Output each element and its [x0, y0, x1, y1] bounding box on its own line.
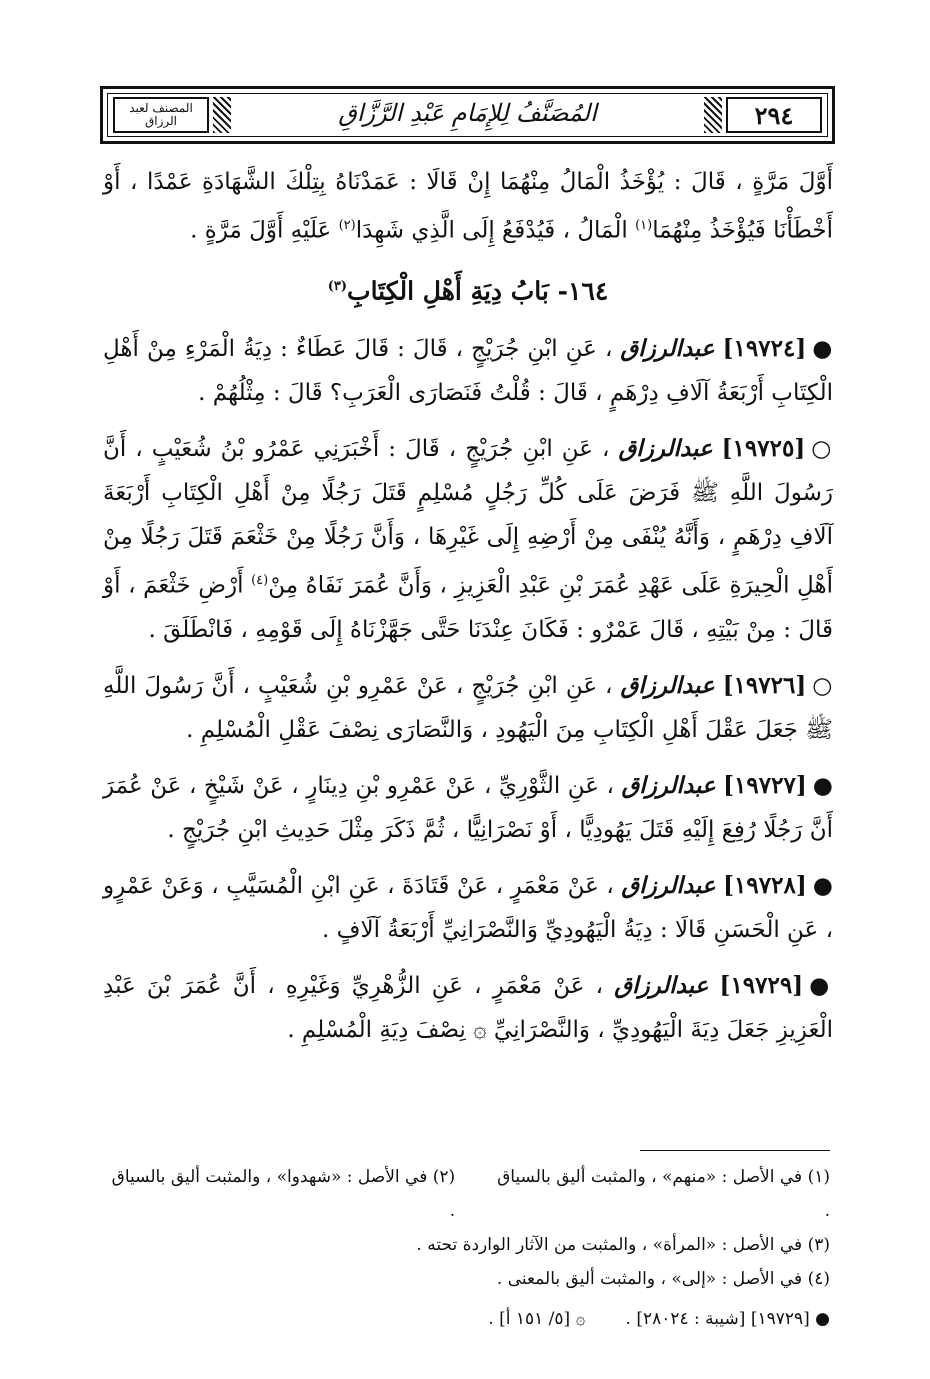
- page-header: [100, 86, 835, 144]
- book-title: المُصَنَّفُ لِلإِمَامِ عَبْدِ الرَّزَّاقِ: [338, 99, 597, 127]
- bullet-marker: ○: [812, 671, 834, 699]
- footnote-ref: (٣): [327, 278, 348, 294]
- author-name: عبدالرزاق: [621, 771, 716, 799]
- cross-reference: ● [١٩٧٢٩] [شيبة : ٢٨٠٢٤] .: [625, 1309, 830, 1329]
- hadith-entry: ●[١٩٧٢٧] عبدالرزاق ، عَنِ الثَّوْرِيِّ ، عَنْ عَمْرِو بْنِ دِينَارٍ ، عَنْ شَيْخٍ ، عَنْ عُمَرَ أَنَّ رَجُلًا رُفِعَ إِلَيْهِ قَتَلَ يَهُودِيًّا ، أَوْ نَصْرَانِيًّا ، ثُمَّ ذَكَرَ مِثْلَ حَدِيثِ ابْنِ جُرَيْجٍ .: [103, 771, 833, 843]
- entry-number: [١٩٧٢٧]: [723, 771, 807, 799]
- folio-reference: ۞ [٥/ ١٥١ أ] .: [488, 1309, 586, 1329]
- footnote-3: (٣) في الأصل : «المرأة» ، والمثبت من الآثار الواردة تحته .: [416, 1235, 830, 1255]
- page-number: ٢٩٤: [726, 97, 822, 133]
- ornament-text: المصنف لعبد الرزاق: [129, 101, 193, 128]
- footnote-1: (١) في الأصل : «منهم» ، والمثبت أليق بالسياق .: [497, 1167, 830, 1221]
- entry-number: [١٩٧٢٥]: [721, 434, 806, 462]
- entry-number: [١٩٧٢٨]: [723, 871, 807, 899]
- decorative-hatch: [213, 97, 231, 133]
- title-ornament: [113, 97, 209, 133]
- bullet-marker: ●: [812, 871, 834, 899]
- intro-paragraph: أَوَّلَ مَرَّةٍ ، قَالَ : يُؤْخَذُ الْمَالُ مِنْهُمَا إِنْ قَالَا : عَمَدْنَاهُ بِتِلْكَ الشَّهَادَةِ عَمْدًا ، أَوْ أَخْطَأْنَا فَيُؤْخَذُ مِنْهُمَا$^{(١)}$ الْمَالُ ، فَيُدْفَعُ إِلَى الَّذِي شَهِدَا$^{(٢)}$ عَلَيْهِ أَوَّلَ مَرَّةٍ .: [103, 169, 833, 244]
- bullet-marker: ●: [812, 771, 833, 799]
- entry-number: [١٩٧٢٤]: [722, 334, 807, 362]
- decorative-hatch: [704, 97, 722, 133]
- reference-row: [110, 1302, 830, 1336]
- author-name: عبدالرزاق: [618, 434, 713, 462]
- hadith-entry: ●[١٩٧٢٩] عبدالرزاق ، عَنْ مَعْمَرٍ ، عَنِ الزُّهْرِيِّ وَغَيْرِهِ ، أَنَّ عُمَرَ بْنَ عَبْدِ الْعَزِيزِ جَعَلَ دِيَةَ الْيَهُودِيِّ ، وَالنَّصْرَانِيِّ ۞ نِصْفَ دِيَةِ الْمُسْلِمِ .: [103, 971, 834, 1043]
- footnote-row: [110, 1160, 830, 1228]
- author-name: عبدالرزاق: [621, 871, 716, 899]
- entry-number: [١٩٧٢٦]: [722, 671, 807, 699]
- main-text: [103, 160, 833, 1064]
- footnote-divider: [640, 1150, 830, 1151]
- bullet-marker: ●: [809, 971, 834, 999]
- footnote-ref: (١): [635, 218, 653, 233]
- chapter-heading: ١٦٤- بَابُ دِيَةِ أَهْلِ الْكِتَابِ$^{(٣)}$: [327, 275, 609, 305]
- entry-number: [١٩٧٢٩]: [719, 971, 804, 999]
- hadith-entry: ●[١٩٧٢٤] عبدالرزاق ، عَنِ ابْنِ جُرَيْجٍ ، قَالَ : قَالَ عَطَاءٌ : دِيَةُ الْمَرْءِ مِنْ أَهْلِ الْكِتَابِ أَرْبَعَةُ آلَافِ دِرْهَمٍ ، قَالَ : قُلْتُ فَنَصَارَى الْعَرَبِ؟ قَالَ : مِثْلُهُمْ .: [103, 334, 834, 406]
- footnote-ref: (٢): [338, 218, 356, 233]
- author-name: عبدالرزاق: [620, 334, 715, 362]
- author-name: عبدالرزاق: [614, 971, 709, 999]
- hadith-entry: ○[١٩٧٢٦] عبدالرزاق ، عَنِ ابْنِ جُرَيْجٍ ، عَنْ عَمْرِو بْنِ شُعَيْبٍ ، أَنَّ رَسُولَ اللَّهِ ﷺ جَعَلَ عَقْلَ أَهْلِ الْكِتَابِ مِنَ الْيَهُودِ ، وَالنَّصَارَى نِصْفَ عَقْلِ الْمُسْلِمِ .: [103, 671, 834, 743]
- bullet-marker: ●: [812, 334, 834, 362]
- hadith-entry: ●[١٩٧٢٨] عبدالرزاق ، عَنْ مَعْمَرٍ ، عَنْ قَتَادَةَ ، عَنِ ابْنِ الْمُسَيَّبِ ، وَعَنْ عَمْرٍو ، عَنِ الْحَسَنِ قَالَا : دِيَةُ الْيَهُودِيِّ وَالنَّصْرَانِيِّ أَرْبَعَةُ آلَافٍ .: [103, 871, 834, 943]
- footnote-4: (٤) في الأصل : «إلى» ، والمثبت أليق بالمعنى .: [496, 1269, 830, 1289]
- footnotes: [110, 1160, 830, 1336]
- footnote-2: (٢) في الأصل : «شهدوا» ، والمثبت أليق بالسياق .: [111, 1167, 456, 1221]
- hadith-entry: ○[١٩٧٢٥] عبدالرزاق ، عَنِ ابْنِ جُرَيْجٍ ، قَالَ : أَخْبَرَنِي عَمْرُو بْنُ شُعَيْبٍ ، أَنَّ رَسُولَ اللَّهِ ﷺ فَرَضَ عَلَى كُلِّ رَجُلٍ مُسْلِمٍ قَتَلَ رَجُلًا مِنْ أَهْلِ الْكِتَابِ أَرْبَعَةَ آلَافِ دِرْهَمٍ ، وَأَنَّهُ يُنْفَى مِنْ أَرْضِهِ إِلَى غَيْرِهَا ، وَأَنَّ رَجُلًا مِنْ خَثْعَمَ قَتَلَ رَجُلًا مِنْ أَهْلِ الْحِيرَةِ عَلَى عَهْدِ عُمَرَ بْنِ عَبْدِ الْعَزِيزِ ، وَأَنَّ عُمَرَ نَفَاهُ مِنْ$^{(٤)}$ أَرْضِ خَثْعَمَ ، أَوْ قَالَ : مِنْ بَيْتِهِ ، قَالَ عَمْرٌو : فَكَانَ عِنْدَنَا حَتَّى جَهَّزْنَاهُ إِلَى قَوْمِهِ ، فَانْطَلَقَ .: [103, 434, 834, 643]
- bullet-marker: ○: [811, 434, 834, 462]
- author-name: عبدالرزاق: [620, 671, 715, 699]
- footnote-ref: (٤): [251, 572, 269, 588]
